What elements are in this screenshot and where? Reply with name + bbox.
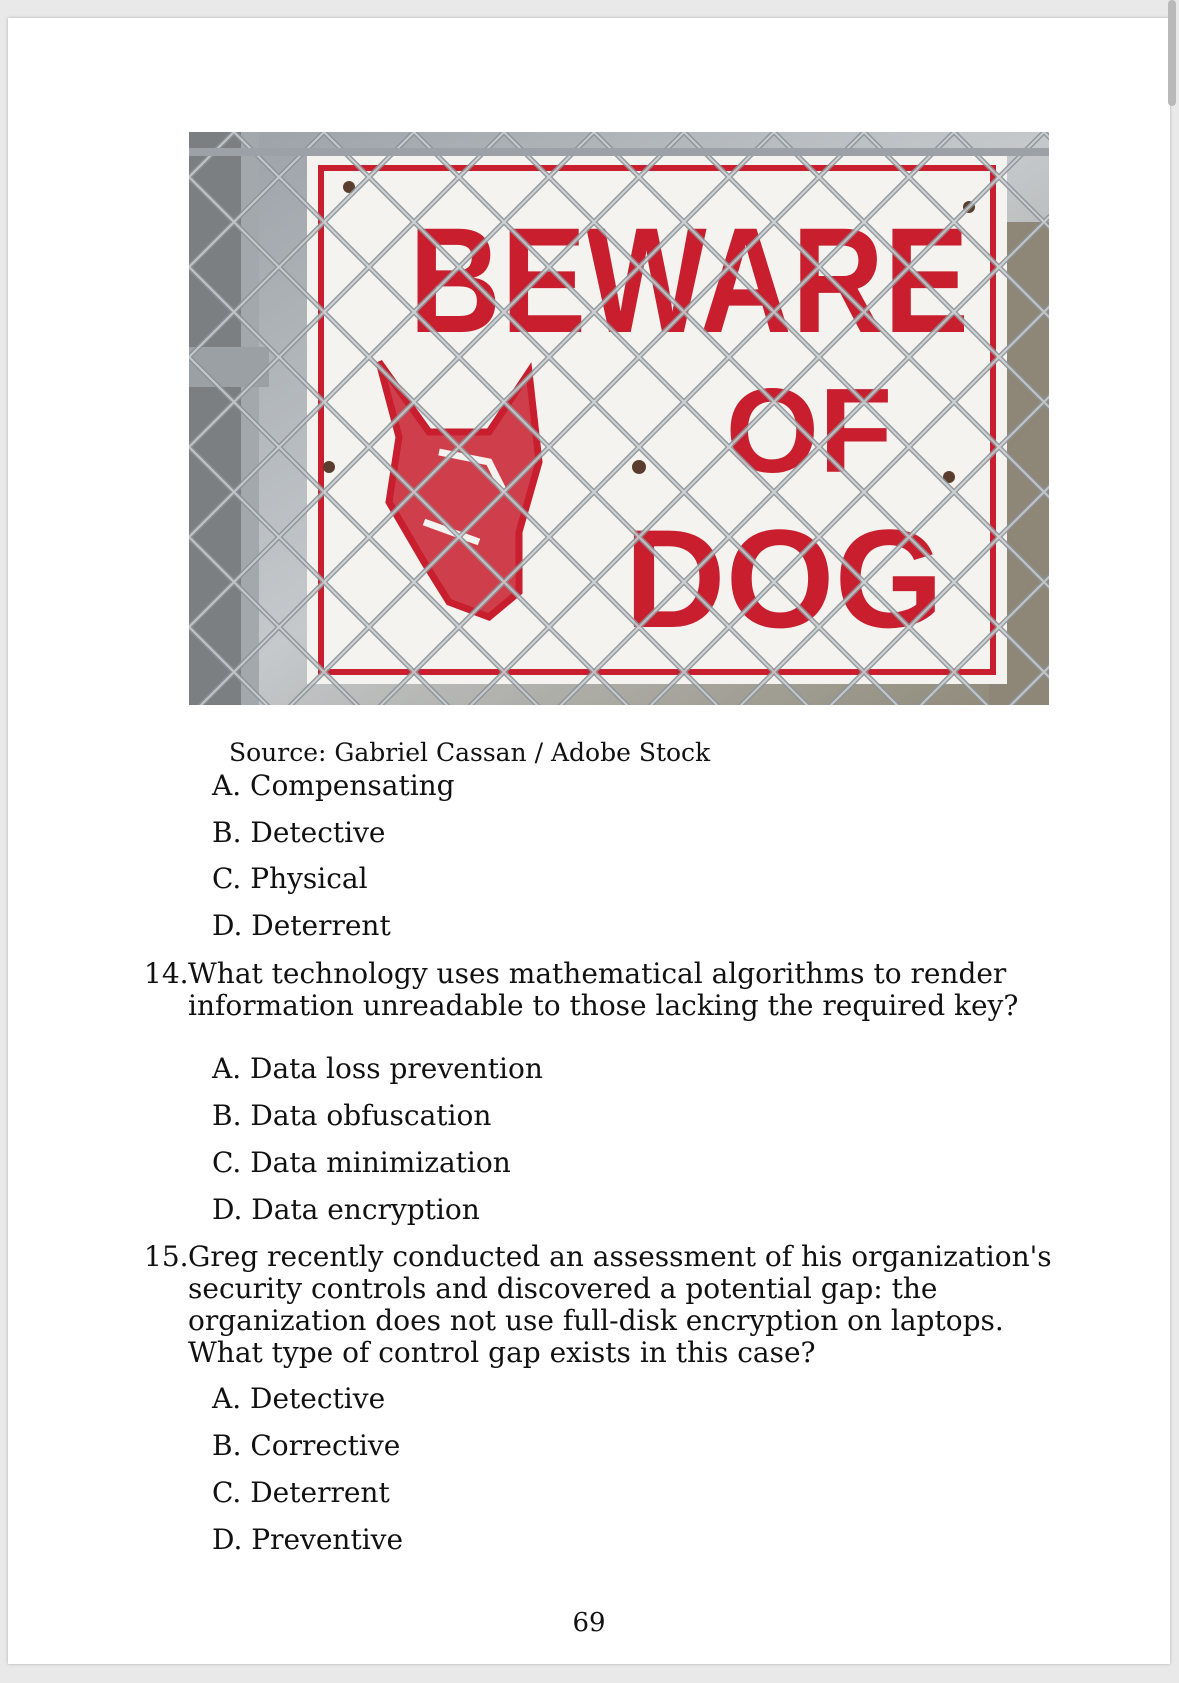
beware-of-dog-photo [189,132,1049,705]
q14-option-c: C. Data minimization [212,1146,511,1179]
q13-option-a: A. Compensating [212,769,455,802]
figure-caption: Source: Gabriel Cassan / Adobe Stock [229,738,711,767]
q14-question: What technology uses mathematical algorithms to render information unreadable to those lacking the required key? [188,957,1019,1022]
document-page [8,18,1170,1664]
q14-number: 14. [144,957,189,990]
page-number: 69 [572,1608,606,1638]
q14-option-d: D. Data encryption [212,1193,480,1226]
q13-option-c: C. Physical [212,862,368,895]
q13-option-b: B. Detective [212,816,386,849]
q15-number: 15. [144,1240,189,1273]
q15-option-b: B. Corrective [212,1429,401,1462]
q15-question: Greg recently conducted an assessment of his organization's security controls and discovered a potential gap: the organization does not use full-disk encryption on laptops. What type of control gap exists in this case? [188,1240,1052,1369]
q15-option-c: C. Deterrent [212,1476,390,1509]
q15-option-d: D. Preventive [212,1523,404,1556]
vertical-scrollbar[interactable] [1168,0,1176,106]
q13-option-d: D. Deterrent [212,909,391,942]
q15-option-a: A. Detective [212,1382,386,1415]
q14-option-b: B. Data obfuscation [212,1099,492,1132]
q14-option-a: A. Data loss prevention [212,1052,543,1085]
